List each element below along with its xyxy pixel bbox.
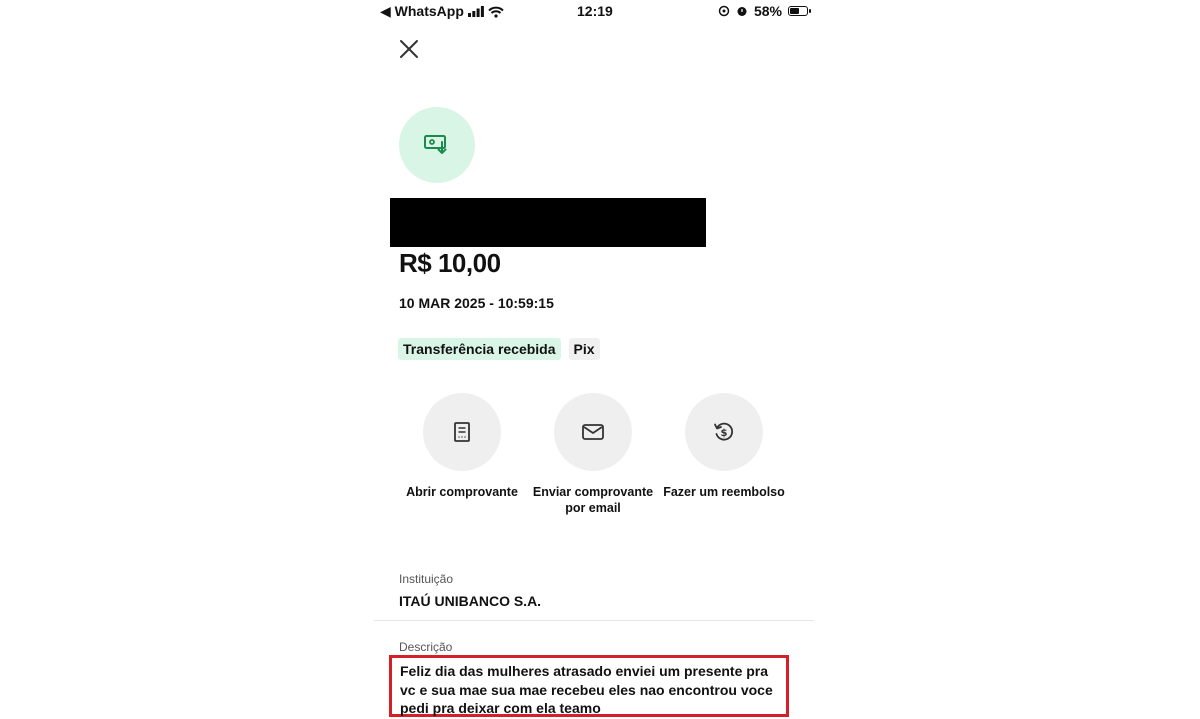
open-receipt-label: Abrir comprovante [406,485,518,499]
signal-icon [468,6,484,17]
battery-icon [788,6,808,16]
mail-icon [581,422,605,442]
refund-label: Fazer um reembolso [663,485,785,499]
battery-percentage: 58% [753,3,782,19]
redacted-name-block [390,198,706,247]
action-circle[interactable] [554,393,632,471]
money-received-icon [399,107,475,183]
alarm-icon [736,5,748,17]
action-circle[interactable] [423,393,501,471]
description-highlight-box [389,655,789,717]
action-circle[interactable] [685,393,763,471]
clock: 12:19 [577,3,613,19]
institution-label: Instituição [399,572,454,586]
tag-transfer-received: Transferência recebida [398,338,561,360]
close-icon[interactable] [398,38,420,60]
back-app-label: ◀ WhatsApp [380,3,464,19]
transaction-datetime: 10 MAR 2025 - 10:59:15 [399,295,554,311]
institution-value: ITAÚ UNIBANCO S.A. [399,593,542,609]
status-bar [374,0,814,22]
refund-button[interactable] [654,393,794,500]
status-right [718,3,808,19]
refund-icon [712,420,736,444]
phone-screen [374,0,814,719]
divider [374,620,814,621]
lock-rotation-icon [718,5,730,17]
open-receipt-button[interactable] [392,393,532,500]
back-to-app[interactable] [380,3,504,20]
description-label: Descrição [399,640,453,654]
tag-pix: Pix [569,338,600,360]
email-receipt-label: Enviar comprovante por email [532,485,654,515]
receipt-icon [451,421,473,443]
email-receipt-button[interactable] [523,393,663,516]
description-text: Feliz dia das mulheres atrasado enviei um presente pra vc e sua mae sua mae recebeu eles nao encontrou voce pedi pra deixar com ela teamo [400,663,773,716]
transaction-amount: R$ 10,00 [399,248,501,278]
svg-text:$: $ [720,428,728,439]
transaction-tags [398,338,600,360]
wifi-icon [488,6,504,18]
